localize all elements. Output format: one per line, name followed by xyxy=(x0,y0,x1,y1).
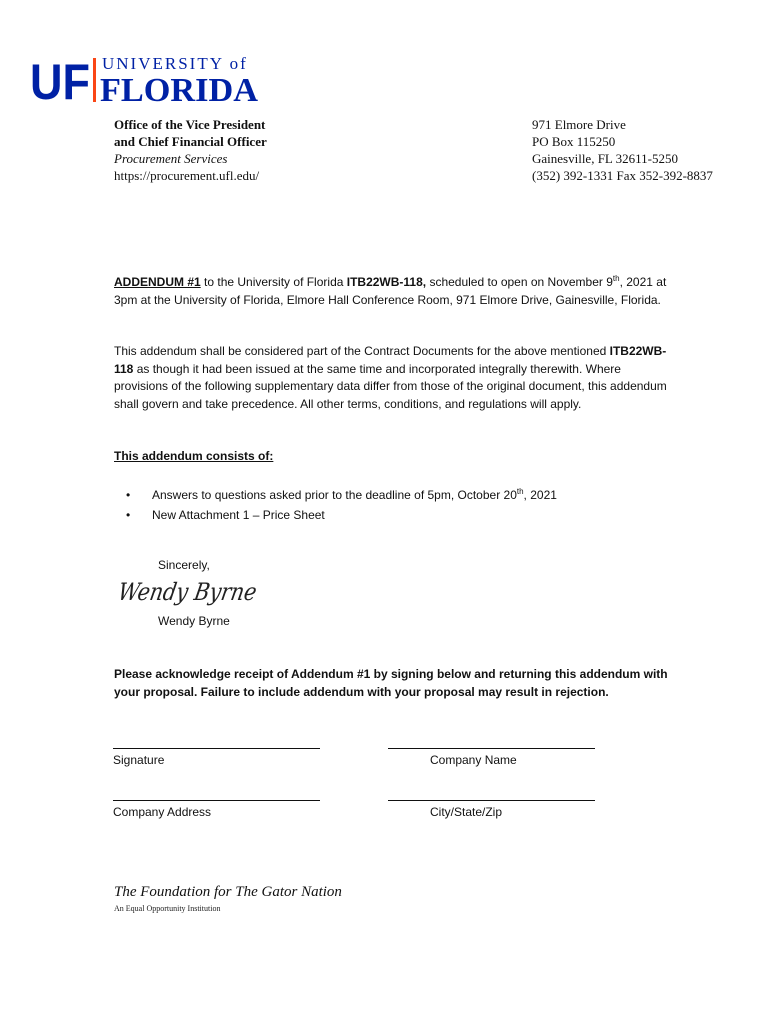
footer-eoi: An Equal Opportunity Institution xyxy=(114,904,221,913)
bullet1-sup: th xyxy=(516,487,524,496)
intro-text-b: scheduled to open on November 9 xyxy=(426,275,613,289)
office-block xyxy=(114,116,267,184)
city-state-zip-label: City/State/Zip xyxy=(430,805,503,819)
list-item xyxy=(126,507,557,527)
uf-logo-line1: UNIVERSITY of xyxy=(102,54,248,73)
terms-itb-number: ITB22WB-118 xyxy=(114,344,667,376)
office-line2: and Chief Financial Officer xyxy=(114,134,267,149)
office-url[interactable]: https://procurement.ufl.edu/ xyxy=(114,168,260,183)
company-address-line[interactable] xyxy=(113,800,320,801)
address-phone: (352) 392-1331 Fax 352-392-8837 xyxy=(532,168,713,183)
terms-text-b: as though it had been issued at the same time and incorporated integrally therewith. Where provisions of the following supplementary data differ from those of the original document, this addendum shall govern and take precedence. All other terms, conditions, and regulations will apply. xyxy=(114,361,667,411)
uf-logo-line2: FLORIDA xyxy=(100,72,259,109)
office-line1: Office of the Vice President xyxy=(114,117,266,132)
terms-text-a: This addendum shall be considered part of the Contract Documents for the above mentioned xyxy=(114,344,610,358)
address-line3: Gainesville, FL 32611-5250 xyxy=(532,151,678,166)
intro-text-a: to the University of Florida xyxy=(200,275,347,289)
signature-line[interactable] xyxy=(113,748,320,749)
company-name-label: Company Name xyxy=(430,753,517,767)
bullet2-text: New Attachment 1 – Price Sheet xyxy=(152,508,325,522)
bullet-icon: • xyxy=(126,488,131,502)
bullet1-text: Answers to questions asked prior to the deadline of 5pm, October 20 xyxy=(152,488,517,502)
signature-script: Wendy Byrne xyxy=(116,578,283,606)
intro-text-c: , 2021 at 3pm at the University of Florida, Elmore Hall Conference Room, 971 Elmore Drive, Gainesville, Florida. xyxy=(114,275,667,307)
uf-logo-divider xyxy=(93,58,96,102)
company-address-label: Company Address xyxy=(113,805,212,819)
signer-name: Wendy Byrne xyxy=(158,614,230,628)
signature-label: Signature xyxy=(113,753,165,767)
addendum-intro-paragraph xyxy=(114,274,674,309)
uf-logo-letters: UF xyxy=(30,54,90,110)
addendum-number: ADDENDUM #1 xyxy=(114,275,201,289)
city-state-zip-line[interactable] xyxy=(388,800,595,801)
closing-salutation: Sincerely, xyxy=(158,558,210,572)
bullet-icon: • xyxy=(126,508,131,522)
list-item xyxy=(126,487,557,507)
contents-list xyxy=(126,487,557,527)
handwritten-signature xyxy=(116,572,283,614)
uf-logo xyxy=(30,50,262,110)
address-line2: PO Box 115250 xyxy=(532,134,616,149)
bullet1-year: , 2021 xyxy=(523,488,557,502)
acknowledge-instructions: Please acknowledge receipt of Addendum #1 by signing below and returning this addendum with your proposal. Failure to include addendum with your proposal may result in rejection. xyxy=(114,667,668,699)
address-line1: 971 Elmore Drive xyxy=(532,117,626,132)
company-name-line[interactable] xyxy=(388,748,595,749)
consists-heading: This addendum consists of: xyxy=(114,449,274,463)
address-block xyxy=(532,116,713,184)
itb-number: ITB22WB-118, xyxy=(346,275,427,289)
footer-tagline: The Foundation for The Gator Nation xyxy=(114,884,342,900)
addendum-terms-paragraph xyxy=(114,343,674,413)
office-line3: Procurement Services xyxy=(114,151,228,166)
intro-sup: th xyxy=(612,274,620,283)
